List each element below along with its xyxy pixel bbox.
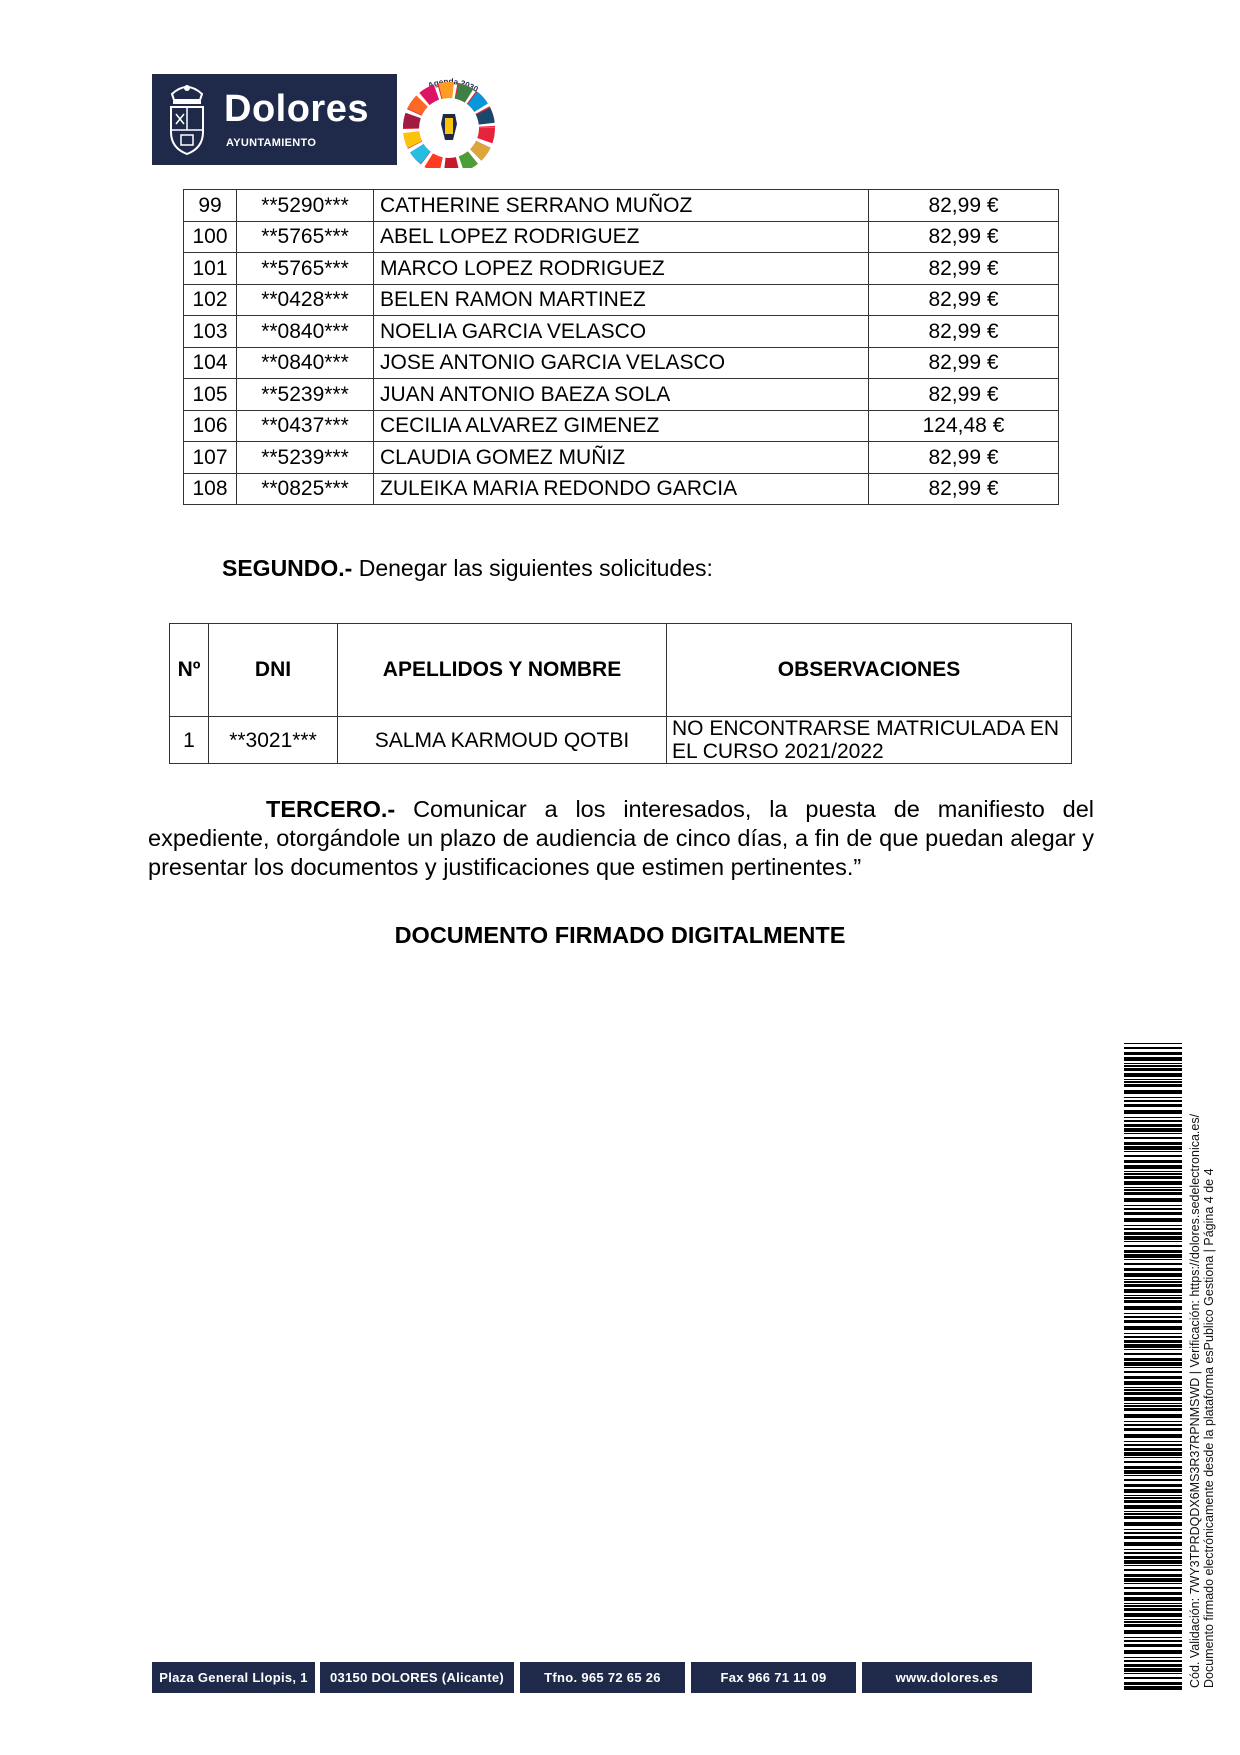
barcode-bar — [1124, 1475, 1182, 1476]
barcode-bar — [1124, 1668, 1182, 1672]
segundo-heading: SEGUNDO.- — [222, 555, 353, 581]
barcode-bar — [1124, 1532, 1182, 1534]
barcode-bar — [1124, 1650, 1182, 1654]
table-row — [184, 410, 1059, 442]
barcode-bar — [1124, 1181, 1182, 1185]
barcode-bar — [1124, 1268, 1182, 1271]
cell-amount: 82,99 € — [869, 347, 1059, 379]
barcode-bar — [1124, 1155, 1182, 1157]
barcode-bar — [1124, 1225, 1182, 1226]
barcode-bar — [1124, 1146, 1182, 1150]
barcode-bar — [1124, 1513, 1182, 1515]
barcode-bar — [1124, 1326, 1182, 1330]
barcode-bar — [1124, 1603, 1182, 1604]
cell-name: CATHERINE SERRANO MUÑOZ — [374, 190, 869, 222]
barcode-bar — [1124, 1529, 1182, 1530]
barcode-bar — [1124, 1441, 1182, 1442]
barcode-bar — [1124, 1081, 1182, 1083]
table-row — [184, 442, 1059, 474]
barcode-bar — [1124, 1484, 1182, 1487]
barcode-bar — [1124, 1187, 1182, 1188]
cell-dni: **0840*** — [237, 316, 374, 348]
barcode-bar — [1124, 1497, 1182, 1499]
cell-num: 99 — [184, 190, 237, 222]
barcode-bar — [1124, 1336, 1182, 1338]
cell-dni: **5765*** — [237, 221, 374, 253]
barcode-bar — [1124, 1300, 1182, 1303]
barcode-bar — [1124, 1263, 1182, 1265]
cell-name: CLAUDIA GOMEZ MUÑIZ — [374, 442, 869, 474]
barcode-bar — [1124, 1367, 1182, 1368]
barcode-bar — [1124, 1228, 1182, 1230]
cell-name: JOSE ANTONIO GARCIA VELASCO — [374, 347, 869, 379]
barcode-bar — [1124, 1574, 1182, 1577]
barcode-bar — [1124, 1176, 1182, 1179]
cell-num: 101 — [184, 253, 237, 285]
barcode-bar — [1124, 1387, 1182, 1388]
barcode-bar — [1124, 1133, 1182, 1134]
barcode-bar — [1124, 1218, 1182, 1222]
cell-name: BELEN RAMON MARTINEZ — [374, 284, 869, 316]
cell-num: 104 — [184, 347, 237, 379]
barcode-bar — [1124, 1245, 1182, 1247]
barcode-bar — [1124, 1660, 1182, 1662]
barcode-bar — [1124, 1254, 1182, 1258]
barcode-bar — [1124, 1281, 1182, 1283]
barcode-bar — [1124, 1448, 1182, 1451]
barcode-bar — [1124, 1505, 1182, 1509]
cell-dni: **5290*** — [237, 190, 374, 222]
barcode-bar — [1124, 1137, 1182, 1139]
validation-barcode — [1124, 1043, 1182, 1693]
barcode-bar — [1124, 1578, 1182, 1582]
cell-num: 108 — [184, 473, 237, 505]
barcode-bar — [1124, 1205, 1182, 1206]
barcode-bar — [1124, 1151, 1182, 1152]
barcode-bar — [1124, 1068, 1182, 1071]
col-header-dni: DNI — [209, 624, 338, 717]
barcode-bar — [1124, 1452, 1182, 1456]
barcode-bar — [1124, 1047, 1182, 1049]
barcode-bar — [1124, 1117, 1182, 1118]
barcode-bar — [1124, 1349, 1182, 1350]
barcode-bar — [1124, 1677, 1182, 1679]
barcode-bar — [1124, 1052, 1182, 1055]
barcode-bar — [1124, 1408, 1182, 1411]
cell-amount: 82,99 € — [869, 190, 1059, 222]
barcode-bar — [1124, 1560, 1182, 1564]
cell-num: 1 — [170, 717, 209, 764]
barcode-bar — [1124, 1313, 1182, 1314]
signed-notice: DOCUMENTO FIRMADO DIGITALMENTE — [394, 922, 846, 948]
cell-dni: **3021*** — [209, 717, 338, 764]
cell-obs: NO ENCONTRARSE MATRICULADA EN EL CURSO 2021/2022 — [667, 717, 1072, 764]
barcode-bar — [1124, 1097, 1182, 1098]
barcode-bar — [1124, 1686, 1182, 1690]
cell-name: NOELIA GARCIA VELASCO — [374, 316, 869, 348]
barcode-bar — [1124, 1057, 1182, 1061]
table-row — [184, 284, 1059, 316]
barcode-bar — [1124, 1664, 1182, 1667]
barcode-bar — [1124, 1289, 1182, 1293]
cell-amount: 82,99 € — [869, 379, 1059, 411]
municipality-logo — [152, 74, 397, 165]
barcode-bar — [1124, 1549, 1182, 1550]
barcode-bar — [1124, 1279, 1182, 1280]
barcode-bar — [1124, 1110, 1182, 1114]
barcode-bar — [1124, 1189, 1182, 1191]
barcode-bar — [1124, 1073, 1182, 1077]
barcode-bar — [1124, 1358, 1182, 1361]
cell-dni: **5239*** — [237, 379, 374, 411]
barcode-bar — [1124, 1063, 1182, 1064]
segundo-paragraph — [222, 555, 713, 582]
barcode-bar — [1124, 1320, 1182, 1323]
barcode-bar — [1124, 1392, 1182, 1395]
cell-dni: **0428*** — [237, 284, 374, 316]
barcode-bar — [1124, 1500, 1182, 1503]
barcode-bar — [1124, 1624, 1182, 1627]
cell-name: ABEL LOPEZ RODRIGUEZ — [374, 221, 869, 253]
barcode-bar — [1124, 1552, 1182, 1554]
barcode-bar — [1124, 1587, 1182, 1589]
table-row — [184, 379, 1059, 411]
validation-code-line: Cód. Validación: 7WY3TPRDQDX6MS3R37RPNMSWD | Verificación: https://dolores.sedelectronica.es/ — [1188, 1113, 1202, 1688]
barcode-bar — [1124, 1565, 1182, 1566]
barcode-bar — [1124, 1613, 1182, 1617]
barcode-bar — [1124, 1466, 1182, 1469]
table-row — [184, 316, 1059, 348]
barcode-bar — [1124, 1284, 1182, 1287]
barcode-bar — [1124, 1592, 1182, 1595]
barcode-bar — [1124, 1673, 1182, 1674]
cell-num: 103 — [184, 316, 237, 348]
barcode-bar — [1124, 1542, 1182, 1546]
cell-dni: **5765*** — [237, 253, 374, 285]
table-row — [170, 717, 1072, 764]
cell-dni: **0437*** — [237, 410, 374, 442]
table-row — [184, 473, 1059, 505]
barcode-bar — [1124, 1306, 1182, 1310]
cell-num: 100 — [184, 221, 237, 253]
barcode-bar — [1124, 1457, 1182, 1458]
barcode-bar — [1124, 1043, 1182, 1044]
cell-name: MARCO LOPEZ RODRIGUEZ — [374, 253, 869, 285]
barcode-bar — [1124, 1362, 1182, 1366]
barcode-bar — [1124, 1316, 1182, 1318]
barcode-bar — [1124, 1461, 1182, 1463]
barcode-bar — [1124, 1569, 1182, 1571]
barcode-bar — [1124, 1273, 1182, 1277]
barcode-bar — [1124, 1397, 1182, 1401]
barcode-bar — [1124, 1608, 1182, 1611]
barcode-bar — [1124, 1682, 1182, 1685]
barcode-bar — [1124, 1165, 1182, 1169]
barcode-bar — [1124, 1142, 1182, 1145]
cell-amount: 82,99 € — [869, 473, 1059, 505]
barcode-bar — [1124, 1208, 1182, 1210]
barcode-bar — [1124, 1470, 1182, 1474]
table-row — [184, 190, 1059, 222]
barcode-bar — [1124, 1259, 1182, 1260]
barcode-bar — [1124, 1236, 1182, 1240]
barcode-bar — [1124, 1556, 1182, 1559]
cell-name: JUAN ANTONIO BAEZA SOLA — [374, 379, 869, 411]
barcode-bar — [1124, 1428, 1182, 1431]
barcode-bar — [1124, 1495, 1182, 1496]
footer-city: 03150 DOLORES (Alicante) — [320, 1662, 514, 1693]
barcode-bar — [1124, 1657, 1182, 1658]
barcode-bar — [1124, 1212, 1182, 1215]
cell-amount: 82,99 € — [869, 221, 1059, 253]
barcode-bar — [1124, 1621, 1182, 1623]
barcode-bar — [1124, 1479, 1182, 1481]
barcode-bar — [1124, 1192, 1182, 1195]
table-row — [184, 347, 1059, 379]
barcode-bar — [1124, 1444, 1182, 1446]
agenda-2030-sdg-wheel-icon — [403, 72, 495, 168]
barcode-bar — [1124, 1084, 1182, 1087]
barcode-bar — [1124, 1403, 1182, 1404]
barcode-bar — [1124, 1104, 1182, 1107]
validation-side-text — [1188, 1114, 1216, 1688]
barcode-bar — [1124, 1516, 1182, 1519]
barcode-bar — [1124, 1198, 1182, 1202]
footer-address: Plaza General Llopis, 1 — [152, 1662, 315, 1693]
barcode-bar — [1124, 1434, 1182, 1438]
barcode-bar — [1124, 1120, 1182, 1122]
signature-platform-line: Documento firmado electrónicamente desde la plataforma esPublico Gestiona | Página 4 de 4 — [1202, 1168, 1216, 1688]
agenda-label: Agenda 2030 — [426, 76, 480, 94]
cell-name: ZULEIKA MARIA REDONDO GARCIA — [374, 473, 869, 505]
barcode-bar — [1124, 1241, 1182, 1242]
cell-num: 102 — [184, 284, 237, 316]
barcode-bar — [1124, 1171, 1182, 1172]
barcode-bar — [1124, 1640, 1182, 1642]
cell-num: 107 — [184, 442, 237, 474]
cell-amount: 82,99 € — [869, 316, 1059, 348]
barcode-bar — [1124, 1511, 1182, 1512]
col-header-num: Nº — [170, 624, 209, 717]
barcode-bar — [1124, 1389, 1182, 1391]
denied-applicants-table — [169, 623, 1072, 764]
cell-num: 106 — [184, 410, 237, 442]
barcode-bar — [1124, 1583, 1182, 1584]
barcode-bar — [1124, 1421, 1182, 1422]
barcode-bar — [1124, 1297, 1182, 1299]
barcode-bar — [1124, 1090, 1182, 1094]
cell-amount: 82,99 € — [869, 253, 1059, 285]
barcode-bar — [1124, 1619, 1182, 1620]
cell-amount: 82,99 € — [869, 284, 1059, 316]
barcode-bar — [1124, 1371, 1182, 1373]
cell-amount: 124,48 € — [869, 410, 1059, 442]
segundo-text: Denegar las siguientes solicitudes: — [352, 555, 713, 581]
barcode-bar — [1124, 1079, 1182, 1080]
barcode-bar — [1124, 1424, 1182, 1426]
tercero-heading: TERCERO.- — [266, 796, 396, 822]
barcode-bar — [1124, 1065, 1182, 1067]
barcode-bar — [1124, 1536, 1182, 1539]
col-header-obs: OBSERVACIONES — [667, 624, 1072, 717]
barcode-bar — [1124, 1232, 1182, 1235]
footer-fax: Fax 966 71 11 09 — [691, 1662, 856, 1693]
barcode-bar — [1124, 1644, 1182, 1647]
coat-of-arms-icon — [162, 80, 212, 160]
logo-title: Dolores — [224, 88, 369, 130]
barcode-bar — [1124, 1405, 1182, 1407]
col-header-name: APELLIDOS Y NOMBRE — [338, 624, 667, 717]
barcode-bar — [1124, 1250, 1182, 1253]
barcode-bar — [1124, 1160, 1182, 1163]
barcode-bar — [1124, 1100, 1182, 1102]
barcode-bar — [1124, 1295, 1182, 1296]
table-row — [184, 221, 1059, 253]
tercero-paragraph — [148, 795, 1094, 882]
cell-name: CECILIA ALVAREZ GIMENEZ — [374, 410, 869, 442]
barcode-bar — [1124, 1124, 1182, 1127]
barcode-bar — [1124, 1333, 1182, 1334]
cell-num: 105 — [184, 379, 237, 411]
barcode-bar — [1124, 1414, 1182, 1418]
barcode-bar — [1124, 1344, 1182, 1348]
table-row — [184, 253, 1059, 285]
barcode-bar — [1124, 1381, 1182, 1385]
cell-name: SALMA KARMOUD QOTBI — [338, 717, 667, 764]
barcode-bar — [1124, 1597, 1182, 1601]
barcode-bar — [1124, 1605, 1182, 1607]
cell-amount: 82,99 € — [869, 442, 1059, 474]
barcode-bar — [1124, 1630, 1182, 1634]
barcode-bar — [1124, 1340, 1182, 1343]
barcode-bar — [1124, 1353, 1182, 1355]
cell-dni: **0825*** — [237, 473, 374, 505]
barcode-bar — [1124, 1637, 1182, 1638]
footer-web-link[interactable]: www.dolores.es — [862, 1662, 1032, 1693]
cell-dni: **0840*** — [237, 347, 374, 379]
approved-applicants-table — [183, 189, 1059, 505]
barcode-bar — [1124, 1128, 1182, 1132]
barcode-bar — [1124, 1376, 1182, 1379]
barcode-bar — [1124, 1489, 1182, 1493]
logo-subtitle: AYUNTAMIENTO — [226, 137, 317, 149]
barcode-bar — [1124, 1173, 1182, 1175]
cell-dni: **5239*** — [237, 442, 374, 474]
footer-phone: Tfno. 965 72 65 26 — [520, 1662, 685, 1693]
tercero-text: Comunicar a los interesados, la puesta de manifiesto del expediente, otorgándole un plazo de audiencia de cinco días, a fin de que puedan alegar y presentar los documentos y justificaciones que estimen pertinentes.” — [148, 796, 1094, 880]
barcode-bar — [1124, 1522, 1182, 1526]
